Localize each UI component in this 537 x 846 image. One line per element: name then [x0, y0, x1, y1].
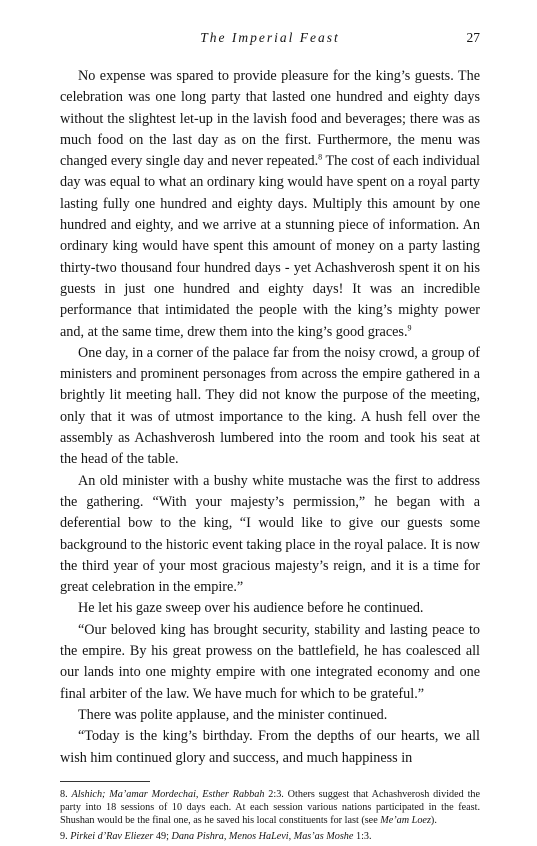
footnote-text-end: 1:3. — [353, 830, 372, 842]
paragraph: “Our beloved king has brought security, stability and lasting peace to the empire. By his great prowess on the battlefield, he has coalesced all our lands into one mighty empire with one integrated economy and one final arbiter of the law. We have much for which to be grateful.” — [60, 621, 480, 702]
body-text — [60, 66, 480, 769]
paragraph: He let his gaze sweep over his audience before he continued. — [78, 600, 424, 617]
paragraph — [60, 66, 480, 343]
page-number: 27 — [466, 30, 480, 45]
footnote-text: 49; — [153, 830, 172, 842]
paragraph: An old minister with a bushy white mustache was the first to address the gathering. “With your majesty’s permission,” he began with a deferential bow to the king, “I would like to give our guests some background to the historic event taking place in the royal palace. It is now the third year of your most gracious majesty’s reign, and it is a time for great celebration in the empire.” — [60, 472, 480, 596]
paragraph-text: The cost of each individual day was equal to what an ordinary king would have spent on a royal party lasting fully one hundred and eighty days. Multiply this amount by one hundred and eighty, and we arrive at a stunning piece of information. An ordinary king would have spent this amount of money on a party lasting thirty-two thousand four hundred days - yet Achashverosh spent it on his guests in just one hundred and eighty days! It was an incredible performance that intimidated the people with the king’s mighty power and, at the same time, drew them into the king’s good graces. — [60, 153, 480, 340]
footnote-ref-9[interactable]: 9 — [407, 322, 412, 332]
paragraph-text: No expense was spared to provide pleasure for the king’s guests. The celebration was one long party that lasted one hundred and eighty days without the slightest let-up in the lavish food and beverages; there was as much food on the last day as on the first. Furthermore, the menu was changed every single day and never repeated. — [60, 68, 480, 170]
paragraph: One day, in a corner of the palace far from the noisy crowd, a group of ministers and prominent personages from across the empire gathered in a brightly lit meeting hall. They did not know the purpose of the meeting, only that it was of utmost importance to the king. A hush fell over the assembly as Achashverosh lumbered into the room and took his seat at the head of the table. — [60, 344, 480, 468]
footnote-source: Me’am Loez — [380, 814, 431, 826]
page-header — [60, 30, 480, 50]
footnote-number: 9. — [60, 830, 68, 842]
footnote-ref-8[interactable]: 8 — [318, 152, 323, 162]
paragraph: “Today is the king’s birthday. From the depths of our hearts, we all wish him continued glory and success, and much happiness in — [60, 728, 480, 766]
footnote-9 — [60, 830, 480, 843]
paragraph: There was polite applause, and the minister continued. — [78, 706, 388, 723]
footnote-number: 8. — [60, 788, 68, 800]
footnote-sources: Alshich; Ma’amar Mordechai, Esther Rabbah — [71, 788, 265, 800]
footnotes — [60, 788, 480, 843]
book-page — [60, 30, 480, 846]
footnote-divider — [60, 781, 150, 782]
footnote-8 — [60, 788, 480, 827]
running-title: The Imperial Feast — [200, 30, 340, 45]
footnote-text: 2:3. Others suggest that Achashverosh divided the party into 18 sessions of 10 days each. At each session various nations participated in the feast. Shushan would be the final one, as he saved his local constituents for last (see — [60, 788, 481, 826]
footnote-text-end: ). — [430, 814, 437, 826]
footnote-sources: Pirkei d’Rav Eliezer — [70, 830, 154, 842]
footnote-source: Dana Pishra, Menos HaLevi, Mas’as Moshe — [171, 830, 354, 842]
